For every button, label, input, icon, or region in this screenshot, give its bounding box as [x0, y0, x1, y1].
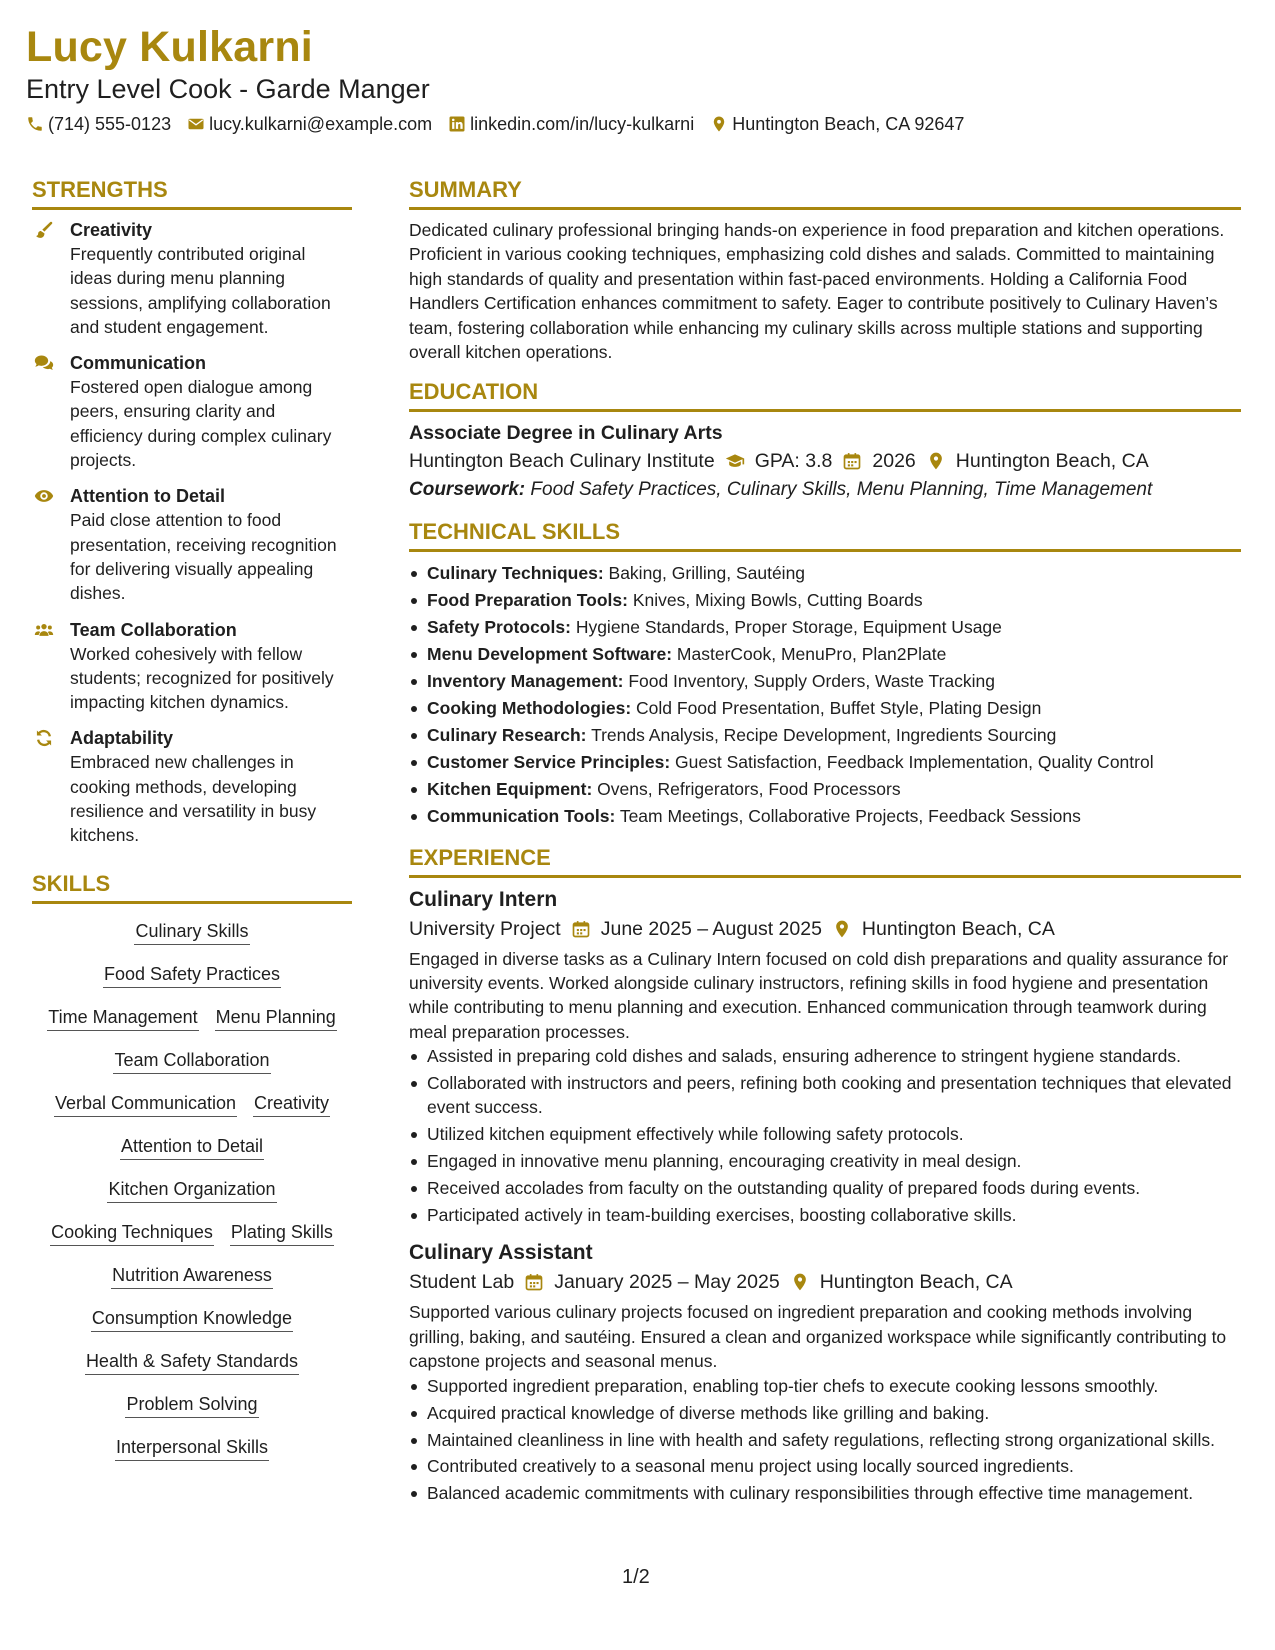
job-bullets — [409, 1374, 1241, 1506]
list-item — [427, 560, 1241, 587]
list-item: Balanced academic commitments with culinary responsibilities through effective time management. — [427, 1481, 1241, 1505]
job-organization: Student Lab — [409, 1271, 515, 1294]
skill-category: Menu Development Software: — [427, 644, 673, 665]
skill-values: Guest Satisfaction, Feedback Implementation, Quality Control — [675, 751, 1154, 772]
strength-item — [32, 618, 352, 715]
skill-tag: Team Collaboration — [113, 1047, 270, 1074]
skill-category: Kitchen Equipment: — [427, 778, 593, 799]
job-title: Culinary Intern — [409, 887, 558, 911]
skill-values: Cold Food Presentation, Buffet Style, Plating Design — [636, 697, 1042, 718]
summary-text: Dedicated culinary professional bringing hands-on experience in food preparation and kitchen operations. Proficient in various cooking techniques, emphasizing cold dishes and salads. Committed to maintaining high standards of quality and presentation within fast-paced environments. Holding a California Food Handlers Certification enhances commitment to safety. Eager to contribute positively to Culinary Haven’s team, fostering collaboration while enhancing my culinary skills across multiple stations and supporting overall kitchen operations. — [409, 220, 1225, 363]
job-dates-text: January 2025 – May 2025 — [554, 1271, 780, 1294]
skill-category: Customer Service Principles: — [427, 751, 671, 772]
strength-description: Paid close attention to food presentation, receiving recognition for delivering visually appealing dishes. — [70, 510, 337, 604]
list-item — [427, 803, 1241, 830]
page-number: 1/2 — [622, 1566, 650, 1588]
eye-icon — [32, 484, 56, 605]
contact-location — [710, 112, 964, 136]
technical-skills-heading: TECHNICAL SKILLS — [409, 518, 1241, 552]
list-item — [427, 749, 1241, 776]
list-item: Assisted in preparing cold dishes and salads, ensuring adherence to stringent hygiene standards. — [427, 1044, 1241, 1068]
list-item — [427, 668, 1241, 695]
job-summary: Supported various culinary projects focused on ingredient preparation and cooking methods involving grilling, baking, and sautéing. Ensured a clean and organized workspace while significantly contributing to capstone projects and seasonal menus. — [409, 1302, 1227, 1372]
skill-values: Food Inventory, Supply Orders, Waste Tracking — [628, 671, 995, 692]
job-dates — [571, 914, 822, 944]
list-item: Utilized kitchen equipment effectively while following safety protocols. — [427, 1122, 1241, 1146]
strength-title: Adaptability — [70, 728, 174, 749]
strength-description: Fostered open dialogue among peers, ensuring clarity and efficiency during complex culinary projects. — [70, 377, 332, 471]
education-gpa — [725, 446, 833, 476]
strength-description: Worked cohesively with fellow students; recognized for positively impacting kitchen dynamics. — [70, 643, 334, 713]
education-year — [842, 446, 915, 476]
school-name: Huntington Beach Culinary Institute — [409, 450, 715, 473]
job-location-text: Huntington Beach, CA — [819, 1271, 1013, 1294]
strength-item — [32, 726, 352, 847]
strength-title: Creativity — [70, 220, 153, 240]
skill-category: Safety Protocols: — [427, 617, 571, 638]
list-item: Received accolades from faculty on the outstanding quality of prepared foods during events. — [427, 1176, 1241, 1200]
strength-title: Attention to Detail — [70, 486, 225, 507]
coursework-list: Food Safety Practices, Culinary Skills, Menu Planning, Time Management — [530, 479, 1153, 501]
sync-icon — [32, 726, 56, 847]
skill-tag: Nutrition Awareness — [111, 1262, 273, 1289]
contact-bar — [26, 112, 964, 136]
contact-email-text[interactable]: lucy.kulkarni@example.com — [209, 114, 433, 134]
skill-values: Baking, Grilling, Sautéing — [608, 563, 806, 584]
skill-values: Knives, Mixing Bowls, Cutting Boards — [632, 590, 923, 611]
list-item: Supported ingredient preparation, enabling top-tier chefs to execute cooking lessons smoothly. — [427, 1374, 1241, 1398]
skill-tag: Problem Solving — [125, 1391, 258, 1418]
job-meta — [409, 1267, 1241, 1297]
calendar-icon — [524, 1272, 544, 1292]
candidate-headline: Entry Level Cook - Garde Manger — [26, 74, 430, 104]
skill-tag: Time Management — [47, 1004, 198, 1031]
skill-tag: Culinary Skills — [134, 918, 249, 945]
contact-email[interactable] — [187, 112, 432, 136]
map-marker-icon — [926, 451, 946, 471]
gpa-text: GPA: 3.8 — [754, 450, 833, 473]
skill-tag: Plating Skills — [230, 1219, 334, 1246]
skill-tag: Verbal Communication — [54, 1090, 237, 1117]
graduation-year: 2026 — [872, 450, 916, 473]
coursework — [409, 476, 1241, 504]
skill-tag: Health & Safety Standards — [85, 1348, 299, 1375]
job-summary: Engaged in diverse tasks as a Culinary Intern focused on cold dish preparations and quality assurance for university events. Worked alongside culinary instructors, refining skills in food hygiene and presentation while contributing to menu planning and execution. Enhanced communication through teamwork during meal preparation processes. — [409, 948, 1229, 1042]
list-item — [427, 776, 1241, 803]
degree-title: Associate Degree in Culinary Arts — [409, 422, 723, 445]
graduation-cap-icon — [725, 451, 745, 471]
skill-category: Cooking Methodologies: — [427, 697, 632, 718]
education-location — [926, 446, 1149, 476]
list-item: Contributed creatively to a seasonal menu project using locally sourced ingredients. — [427, 1454, 1241, 1478]
left-column — [32, 176, 352, 1461]
contact-phone — [26, 112, 171, 136]
skill-category: Food Preparation Tools: — [427, 590, 628, 611]
calendar-icon — [571, 919, 591, 939]
comments-icon — [32, 351, 56, 472]
skill-values: Team Meetings, Collaborative Projects, Feedback Sessions — [619, 805, 1081, 826]
strength-title: Team Collaboration — [70, 619, 237, 640]
skill-tag: Kitchen Organization — [107, 1176, 276, 1203]
job-bullets — [409, 1044, 1241, 1227]
contact-linkedin[interactable] — [448, 112, 694, 136]
contact-location-text: Huntington Beach, CA 92647 — [732, 114, 965, 134]
education-meta — [409, 446, 1241, 476]
strength-title: Communication — [70, 353, 207, 374]
skill-tag: Cooking Techniques — [50, 1219, 214, 1246]
summary-heading: SUMMARY — [409, 176, 1241, 210]
strength-description: Embraced new challenges in cooking methods, developing resilience and versatility in busy kitchens. — [70, 752, 317, 846]
map-marker-icon — [832, 919, 852, 939]
job-dates-text: June 2025 – August 2025 — [600, 917, 822, 940]
list-item: Maintained cleanliness in line with health and safety regulations, reflecting strong organizational skills. — [427, 1428, 1241, 1452]
strength-item — [32, 351, 352, 472]
calendar-icon — [842, 451, 862, 471]
users-icon — [32, 618, 56, 715]
skill-category: Culinary Research: — [427, 724, 587, 745]
job-meta — [409, 914, 1241, 944]
strengths-heading: STRENGTHS — [32, 176, 352, 210]
skill-values: Ovens, Refrigerators, Food Processors — [597, 778, 901, 799]
coursework-label: Coursework: — [409, 479, 526, 501]
phone-icon — [26, 115, 44, 133]
list-item — [427, 695, 1241, 722]
skill-tag: Attention to Detail — [120, 1133, 264, 1160]
experience-heading: EXPERIENCE — [409, 844, 1241, 878]
skill-tag: Consumption Knowledge — [91, 1305, 293, 1332]
skill-category: Culinary Techniques: — [427, 563, 604, 584]
skill-category: Inventory Management: — [427, 671, 624, 692]
skills-heading: SKILLS — [32, 870, 352, 904]
strength-item — [32, 218, 352, 339]
strength-item — [32, 484, 352, 605]
right-column — [409, 176, 1241, 1508]
list-item — [427, 587, 1241, 614]
list-item — [427, 614, 1241, 641]
list-item: Participated actively in team-building exercises, boosting collaborative skills. — [427, 1203, 1241, 1227]
job-dates — [524, 1267, 780, 1297]
contact-linkedin-text[interactable]: linkedin.com/in/lucy-kulkarni — [470, 114, 695, 134]
envelope-icon — [187, 115, 205, 133]
job-organization: University Project — [409, 917, 561, 940]
skill-tag: Food Safety Practices — [103, 961, 281, 988]
skills-list — [32, 918, 352, 1461]
technical-skills-list — [409, 560, 1241, 829]
paintbrush-icon — [32, 218, 56, 339]
education-heading: EDUCATION — [409, 378, 1241, 412]
map-marker-icon — [790, 1272, 810, 1292]
job-location — [790, 1267, 1013, 1297]
skill-tag: Creativity — [253, 1090, 330, 1117]
list-item: Engaged in innovative menu planning, encouraging creativity in meal design. — [427, 1149, 1241, 1173]
contact-phone-text: (714) 555-0123 — [48, 114, 172, 134]
list-item — [427, 641, 1241, 668]
map-marker-icon — [710, 115, 728, 133]
job-location-text: Huntington Beach, CA — [861, 917, 1055, 940]
skill-tag: Menu Planning — [215, 1004, 337, 1031]
skill-tag: Interpersonal Skills — [115, 1434, 269, 1461]
list-item: Collaborated with instructors and peers, refining both cooking and presentation techniques that elevated event success. — [427, 1071, 1241, 1120]
job-location — [832, 914, 1055, 944]
linkedin-icon — [448, 115, 466, 133]
skill-values: Trends Analysis, Recipe Development, Ingredients Sourcing — [591, 724, 1057, 745]
job-title: Culinary Assistant — [409, 1241, 593, 1265]
skill-values: MasterCook, MenuPro, Plan2Plate — [676, 644, 947, 665]
skill-category: Communication Tools: — [427, 805, 616, 826]
skill-values: Hygiene Standards, Proper Storage, Equipment Usage — [575, 617, 1002, 638]
candidate-name: Lucy Kulkarni — [26, 23, 313, 71]
list-item: Acquired practical knowledge of diverse methods like grilling and baking. — [427, 1401, 1241, 1425]
strength-description: Frequently contributed original ideas during menu planning sessions, amplifying collaboration and student engagement. — [70, 244, 331, 337]
list-item — [427, 722, 1241, 749]
school-location: Huntington Beach, CA — [955, 450, 1149, 473]
